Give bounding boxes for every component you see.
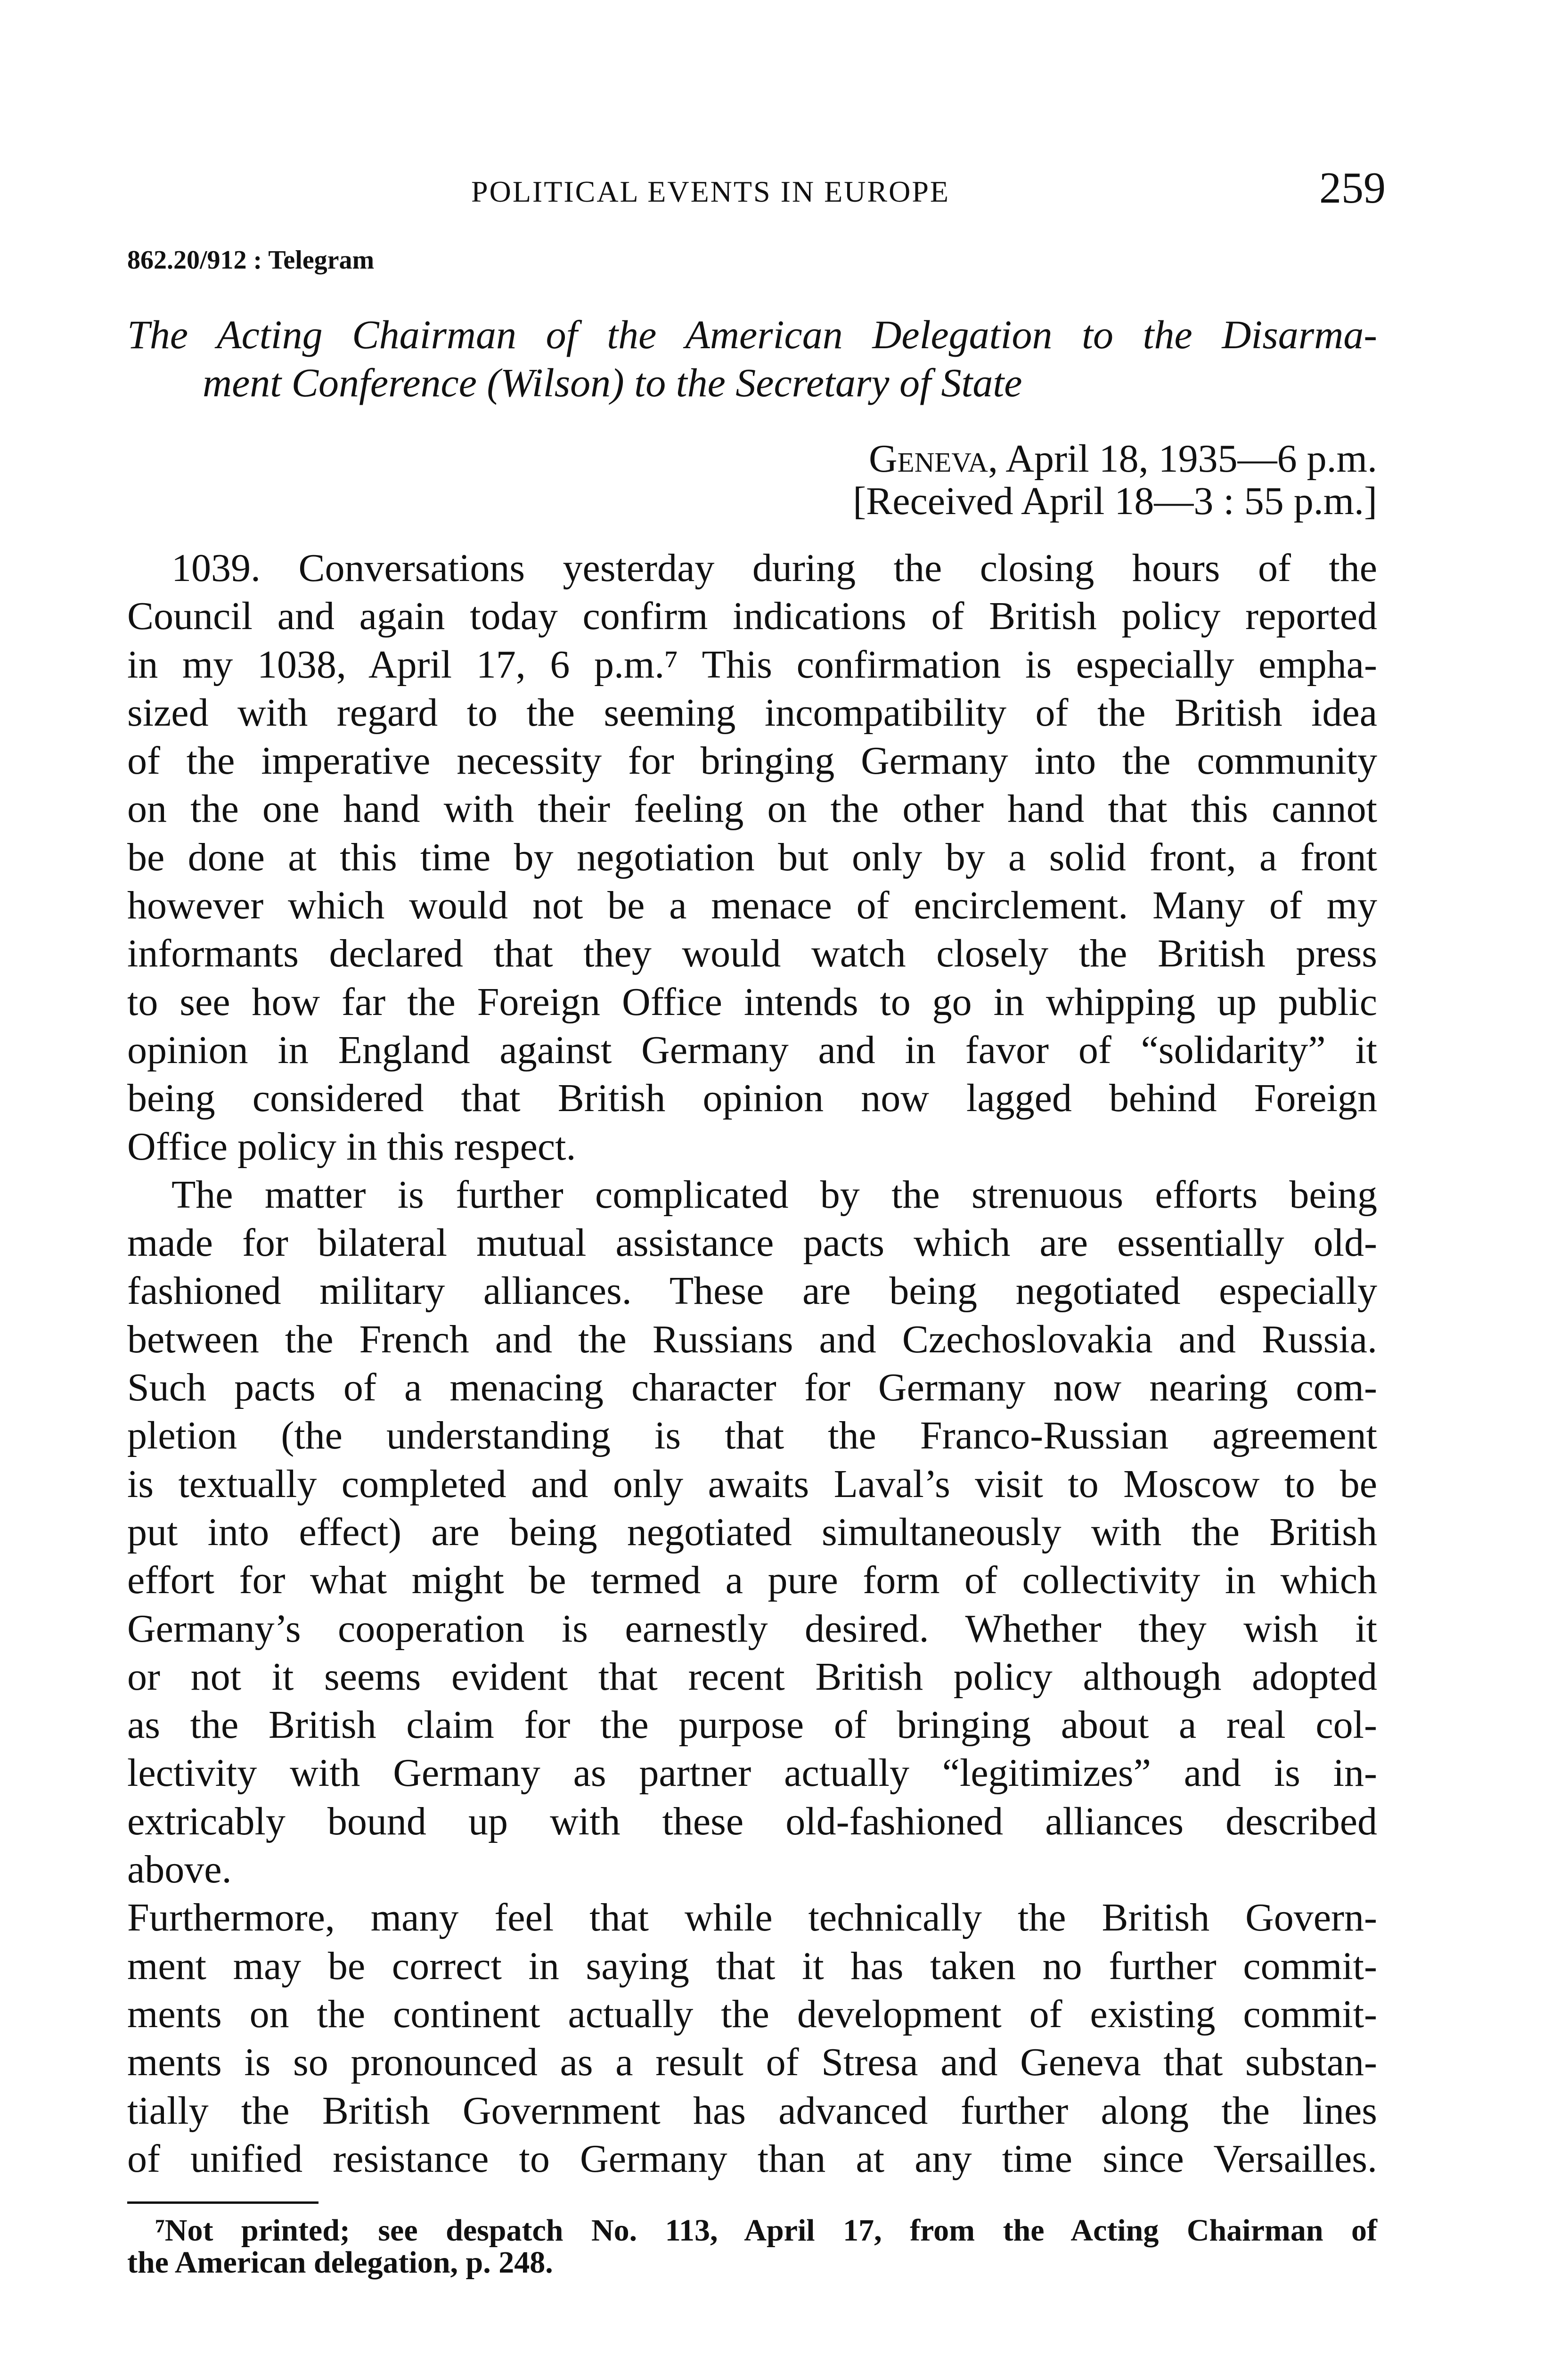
- body-text-line: Office policy in this respect.: [127, 1124, 576, 1169]
- body-text-line: ments on the continent actually the development of existing commit-: [127, 1992, 1377, 2036]
- body-text-line: above.: [127, 1848, 232, 1892]
- footnote-divider: [127, 2201, 318, 2204]
- body-text-line: fashioned military alliances. These are being negotiated especially: [127, 1269, 1377, 1313]
- running-head: POLITICAL EVENTS IN EUROPE: [471, 175, 950, 208]
- body-text-line: opinion in England against Germany and in favor of “solidarity” it: [127, 1028, 1377, 1072]
- body-text-line: is textually completed and only awaits Laval’s visit to Moscow to be: [127, 1462, 1377, 1506]
- body-text-line: in my 1038, April 17, 6 p.m.⁷ This confirmation is especially empha-: [127, 642, 1377, 687]
- body-text-line: effort for what might be termed a pure form of collectivity in which: [127, 1558, 1377, 1603]
- body-text-line: as the British claim for the purpose of bringing about a real col-: [127, 1703, 1377, 1747]
- body-text-line: Germany’s cooperation is earnestly desired. Whether they wish it: [127, 1606, 1377, 1651]
- body-text-line: informants declared that they would watch closely the British press: [127, 932, 1377, 976]
- file-reference: 862.20/912 : Telegram: [127, 245, 375, 275]
- footnote-line: the American delegation, p. 248.: [127, 2245, 553, 2280]
- body-text-line: made for bilateral mutual assistance pacts which are essentially old-: [127, 1221, 1377, 1265]
- page-number: 259: [1319, 164, 1386, 213]
- body-text-line: 1039. Conversations yesterday during the closing hours of the: [172, 546, 1377, 590]
- body-text-line: ment may be correct in saying that it has taken no further commit-: [127, 1944, 1377, 1988]
- body-text-line: lectivity with Germany as partner actually “legitimizes” and is in-: [127, 1751, 1377, 1795]
- dateline: [869, 436, 1377, 482]
- footnote-line: ⁷Not printed; see despatch No. 113, April 17, from the Acting Chairman of: [155, 2213, 1377, 2248]
- body-text-line: Council and again today confirm indications of British policy reported: [127, 594, 1377, 638]
- body-text-line: put into effect) are being negotiated simultaneously with the British: [127, 1510, 1377, 1554]
- body-text-line: of unified resistance to Germany than at any time since Versailles.: [127, 2136, 1377, 2181]
- body-text-line: being considered that British opinion now lagged behind Foreign: [127, 1076, 1377, 1121]
- received-line: [Received April 18—3 : 55 p.m.]: [853, 479, 1377, 523]
- body-text-line: Such pacts of a menacing character for Germany now nearing com-: [127, 1366, 1377, 1410]
- body-text-line: of the imperative necessity for bringing Germany into the community: [127, 739, 1377, 783]
- body-text-line: be done at this time by negotiation but only by a solid front, a front: [127, 835, 1377, 879]
- body-text-line: sized with regard to the seeming incompatibility of the British idea: [127, 690, 1377, 735]
- body-text-line: Furthermore, many feel that while technically the British Govern-: [127, 1896, 1377, 1940]
- dateline-place: Geneva: [869, 437, 988, 481]
- footnotes: [127, 2215, 1377, 2279]
- body-text-line: tially the British Government has advanced further along the lines: [127, 2088, 1377, 2133]
- body-text-line: The matter is further complicated by the strenuous efforts being: [172, 1172, 1377, 1217]
- body-text-line: pletion (the understanding is that the Franco-Russian agreement: [127, 1414, 1377, 1458]
- document-title-line-2: ment Conference (Wilson) to the Secretary of State: [203, 360, 1022, 405]
- body-text-line: ments is so pronounced as a result of Stresa and Geneva that substan-: [127, 2040, 1377, 2085]
- body-text-line: between the French and the Russians and Czechoslovakia and Russia.: [127, 1317, 1377, 1361]
- document-title-line-1: The Acting Chairman of the American Delegation to the Disarma-: [127, 312, 1377, 357]
- body-text-line: to see how far the Foreign Office intends to go in whipping up public: [127, 980, 1377, 1024]
- body-text-line: on the one hand with their feeling on the other hand that this cannot: [127, 787, 1377, 831]
- body-text-line: or not it seems evident that recent British policy although adopted: [127, 1654, 1377, 1699]
- body-text-line: however which would not be a menace of encirclement. Many of my: [127, 884, 1377, 928]
- body-text-line: extricably bound up with these old-fashioned alliances described: [127, 1799, 1377, 1843]
- telegram-body: [127, 544, 1377, 2183]
- dateline-date: , April 18, 1935—6 p.m.: [988, 437, 1377, 481]
